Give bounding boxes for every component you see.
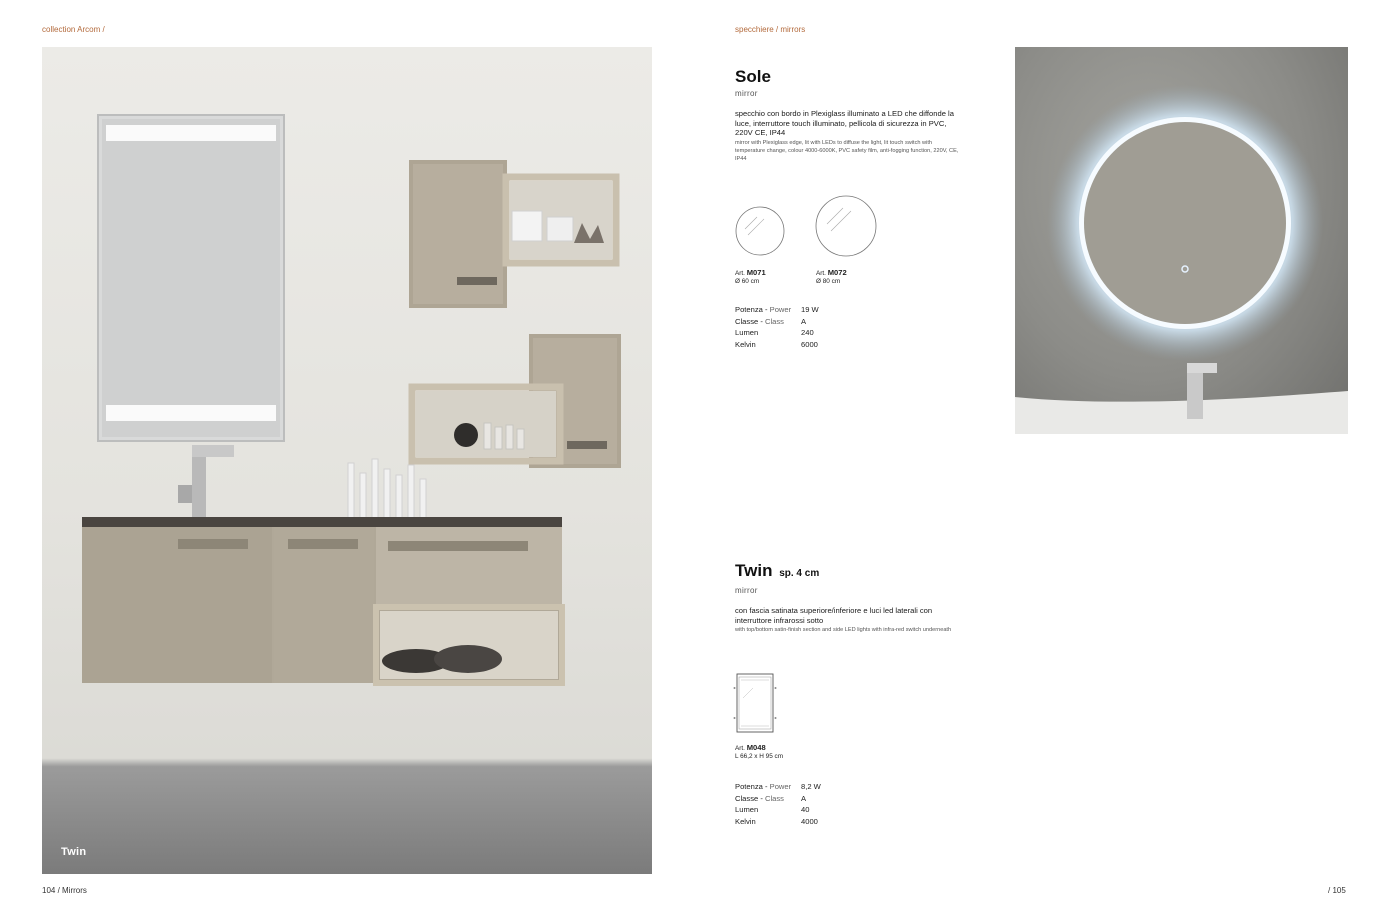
spec-label: Classe — [735, 316, 759, 326]
twin-title: Twin — [735, 561, 773, 580]
spec-label-en: Power — [769, 305, 792, 314]
spec-label: Potenza — [735, 782, 763, 791]
spec-value: 4000 — [801, 816, 818, 826]
spec-row-lumen — [735, 327, 819, 339]
sole-description-en: mirror with Plexiglass edge, lit with LEDs to diffuse the light, lit touch switch with temperature change, colour 4000-6000K, PVC safety film, anti-fogging function, 220V, CE, IP44 — [735, 139, 959, 162]
breadcrumb-left: collection Arcom / — [42, 25, 105, 34]
article-m048 — [735, 744, 783, 761]
sole-mirror-illustration — [1015, 47, 1348, 434]
page-number-right: / 105 — [1328, 886, 1346, 895]
twin-bathroom-illustration — [42, 47, 652, 874]
sole-mirror-photo — [1015, 47, 1348, 434]
spec-label: Potenza — [735, 305, 763, 314]
article-prefix: Art. — [735, 745, 745, 752]
article-m071 — [735, 269, 766, 286]
spec-value: A — [801, 793, 807, 803]
twin-specs-table — [735, 781, 821, 827]
spec-row-power: Potenza - Power 19 W — [735, 305, 819, 314]
twin-description-it: con fascia satinata superiore/inferiore e luci led laterali con interruttore infrarossi sotto — [735, 606, 933, 625]
photo-caption: Twin — [61, 846, 87, 858]
spec-label: Lumen — [735, 328, 759, 337]
rectangular-mirror-drawing-icon — [733, 672, 777, 736]
sole-subtitle: mirror — [735, 89, 758, 98]
spec-label-en: Class — [764, 316, 784, 326]
spec-value: 40 — [801, 805, 810, 814]
breadcrumb-right: specchiere / mirrors — [735, 25, 806, 34]
spec-label-en: Power — [769, 782, 792, 791]
round-mirror-80-drawing-icon — [815, 194, 879, 258]
spec-row-power: Potenza - Power 8,2 W — [735, 782, 821, 791]
spec-value: 19 W — [801, 305, 819, 314]
twin-bathroom-photo — [42, 47, 652, 874]
twin-thickness: sp. 4 cm — [779, 568, 820, 579]
article-code: M072 — [827, 268, 847, 277]
spec-row-class: Classe - Class A — [735, 793, 807, 803]
spec-label-en: Class — [764, 793, 784, 803]
article-size: L 66,2 x H 95 cm — [735, 753, 784, 760]
spec-label: Classe — [735, 793, 759, 803]
round-mirror-60-drawing-icon — [735, 205, 787, 257]
spec-label: Lumen — [735, 805, 759, 814]
article-code: M071 — [746, 268, 766, 277]
article-size: Ø 60 cm — [735, 278, 760, 285]
sole-product — [735, 67, 975, 163]
article-m072 — [816, 269, 847, 286]
article-size: Ø 80 cm — [816, 278, 841, 285]
sole-description-it: specchio con bordo in Plexiglass illuminato a LED che diffonde la luce, interruttore touch illuminato, pellicola di sicurezza in PVC, 220V CE, IP44 — [735, 109, 954, 138]
sole-title: Sole — [735, 67, 771, 86]
spec-value: A — [801, 316, 807, 326]
spec-value: 6000 — [801, 339, 818, 349]
spec-row-kelvin — [735, 339, 819, 351]
page-number-left: 104 / Mirrors — [42, 886, 87, 895]
article-code: M048 — [746, 743, 766, 752]
article-prefix: Art. — [735, 270, 745, 277]
spec-value: 8,2 W — [801, 782, 821, 791]
twin-product — [735, 561, 975, 634]
twin-description-en: with top/bottom satin-finish section and side LED lights with infra-red switch underneath — [735, 627, 952, 634]
spec-value: 240 — [801, 328, 814, 337]
spec-label: Kelvin — [735, 816, 756, 826]
spec-row-lumen — [735, 804, 821, 816]
spec-row-kelvin — [735, 816, 821, 828]
spec-label: Kelvin — [735, 339, 756, 349]
twin-subtitle: mirror — [735, 586, 758, 595]
sole-specs-table — [735, 304, 819, 350]
spec-row-class: Classe - Class A — [735, 316, 807, 326]
article-prefix: Art. — [816, 270, 826, 277]
